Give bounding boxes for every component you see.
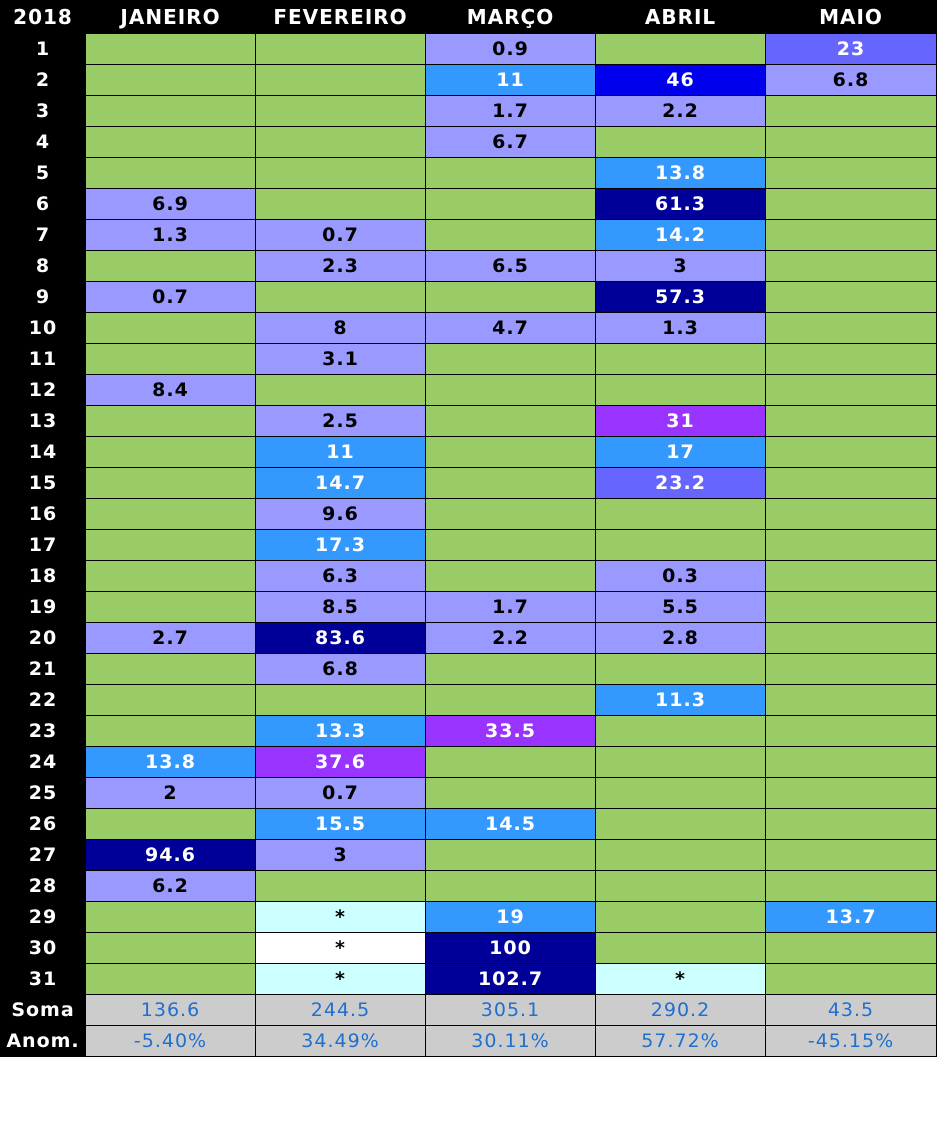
rainfall-cell	[766, 747, 937, 778]
day-row	[1, 747, 937, 778]
rainfall-cell	[256, 685, 426, 716]
day-row	[1, 654, 937, 685]
rainfall-cell: 13.8	[596, 158, 766, 189]
rainfall-cell: 1.3	[596, 313, 766, 344]
rainfall-cell	[596, 778, 766, 809]
sum-row	[1, 995, 937, 1026]
rainfall-cell	[596, 871, 766, 902]
header-row	[1, 1, 937, 34]
day-number: 6	[1, 189, 86, 220]
month-header-abril: ABRIL	[596, 1, 766, 34]
rainfall-cell	[256, 871, 426, 902]
rainfall-cell	[596, 530, 766, 561]
rainfall-cell	[426, 747, 596, 778]
sum-label: Soma	[1, 995, 86, 1026]
sum-value: 136.6	[86, 995, 256, 1026]
month-header-marco: MARÇO	[426, 1, 596, 34]
rainfall-cell: 2.5	[256, 406, 426, 437]
day-row	[1, 282, 937, 313]
rainfall-cell: 0.7	[256, 220, 426, 251]
day-row	[1, 964, 937, 995]
rainfall-cell: 0.7	[86, 282, 256, 313]
rainfall-cell	[766, 313, 937, 344]
rainfall-cell: 11	[256, 437, 426, 468]
day-row	[1, 437, 937, 468]
day-row	[1, 623, 937, 654]
rainfall-cell: 9.6	[256, 499, 426, 530]
rainfall-cell	[86, 561, 256, 592]
rainfall-cell: 11.3	[596, 685, 766, 716]
day-row	[1, 375, 937, 406]
day-number: 22	[1, 685, 86, 716]
day-row	[1, 344, 937, 375]
day-number: 23	[1, 716, 86, 747]
day-row	[1, 840, 937, 871]
day-row	[1, 96, 937, 127]
rainfall-cell	[596, 127, 766, 158]
rainfall-cell	[766, 840, 937, 871]
rainfall-cell: 14.2	[596, 220, 766, 251]
sum-value: 43.5	[766, 995, 937, 1026]
rainfall-cell: 2.2	[596, 96, 766, 127]
rainfall-cell	[426, 778, 596, 809]
day-row	[1, 313, 937, 344]
day-row	[1, 220, 937, 251]
rainfall-cell	[256, 189, 426, 220]
rainfall-cell	[426, 282, 596, 313]
rainfall-cell	[766, 158, 937, 189]
rainfall-cell: 15.5	[256, 809, 426, 840]
rainfall-cell	[86, 251, 256, 282]
day-number: 2	[1, 65, 86, 96]
rainfall-cell: 37.6	[256, 747, 426, 778]
rainfall-cell	[596, 747, 766, 778]
day-row	[1, 561, 937, 592]
rainfall-cell: 23.2	[596, 468, 766, 499]
day-number: 19	[1, 592, 86, 623]
rainfall-cell	[86, 933, 256, 964]
rainfall-cell	[596, 499, 766, 530]
rainfall-cell	[596, 933, 766, 964]
rainfall-cell	[426, 530, 596, 561]
rainfall-cell	[766, 685, 937, 716]
rainfall-cell	[766, 437, 937, 468]
rainfall-cell	[596, 375, 766, 406]
day-number: 18	[1, 561, 86, 592]
day-row	[1, 530, 937, 561]
day-number: 28	[1, 871, 86, 902]
rainfall-cell: 8.4	[86, 375, 256, 406]
table-header	[1, 1, 937, 34]
rainfall-cell	[426, 406, 596, 437]
day-row	[1, 778, 937, 809]
rainfall-cell: 11	[426, 65, 596, 96]
rainfall-cell	[596, 840, 766, 871]
rainfall-cell	[86, 685, 256, 716]
rainfall-cell: 14.5	[426, 809, 596, 840]
rainfall-cell	[766, 406, 937, 437]
anomaly-value: 34.49%	[256, 1026, 426, 1057]
day-number: 7	[1, 220, 86, 251]
anomaly-value: 30.11%	[426, 1026, 596, 1057]
rainfall-cell	[766, 964, 937, 995]
rainfall-cell: 1.7	[426, 592, 596, 623]
day-row	[1, 871, 937, 902]
rainfall-cell	[256, 158, 426, 189]
day-row	[1, 127, 937, 158]
day-row	[1, 685, 937, 716]
rainfall-cell: 83.6	[256, 623, 426, 654]
rainfall-cell: 2.3	[256, 251, 426, 282]
rainfall-cell	[86, 902, 256, 933]
rainfall-cell	[256, 34, 426, 65]
rainfall-cell	[766, 561, 937, 592]
rainfall-cell	[86, 809, 256, 840]
table-footer	[1, 995, 937, 1057]
rainfall-cell	[256, 282, 426, 313]
rainfall-cell	[86, 34, 256, 65]
day-number: 3	[1, 96, 86, 127]
day-number: 15	[1, 468, 86, 499]
rainfall-cell	[766, 778, 937, 809]
day-number: 8	[1, 251, 86, 282]
rainfall-cell: 6.8	[256, 654, 426, 685]
rainfall-cell	[596, 809, 766, 840]
rainfall-cell	[766, 282, 937, 313]
rainfall-cell	[86, 406, 256, 437]
rainfall-cell	[766, 375, 937, 406]
day-row	[1, 592, 937, 623]
day-number: 20	[1, 623, 86, 654]
rainfall-cell: 31	[596, 406, 766, 437]
rainfall-cell	[86, 716, 256, 747]
rainfall-cell	[86, 592, 256, 623]
day-row	[1, 189, 937, 220]
anomaly-row	[1, 1026, 937, 1057]
rainfall-cell	[596, 34, 766, 65]
sum-value: 290.2	[596, 995, 766, 1026]
rainfall-cell: 94.6	[86, 840, 256, 871]
rainfall-cell: 1.7	[426, 96, 596, 127]
rainfall-cell: 8	[256, 313, 426, 344]
rainfall-cell: 23	[766, 34, 937, 65]
rainfall-cell	[86, 127, 256, 158]
day-number: 25	[1, 778, 86, 809]
rainfall-cell	[426, 344, 596, 375]
rainfall-cell: 2	[86, 778, 256, 809]
rainfall-cell: 6.8	[766, 65, 937, 96]
rainfall-cell	[596, 344, 766, 375]
day-number: 14	[1, 437, 86, 468]
day-number: 21	[1, 654, 86, 685]
rainfall-cell	[86, 437, 256, 468]
day-number: 17	[1, 530, 86, 561]
rainfall-cell	[86, 344, 256, 375]
rainfall-cell: 19	[426, 902, 596, 933]
rainfall-cell: 46	[596, 65, 766, 96]
rainfall-cell: 33.5	[426, 716, 596, 747]
day-number: 27	[1, 840, 86, 871]
rainfall-cell	[766, 933, 937, 964]
anomaly-value: -45.15%	[766, 1026, 937, 1057]
day-number: 16	[1, 499, 86, 530]
day-number: 4	[1, 127, 86, 158]
day-row	[1, 499, 937, 530]
rainfall-cell: 2.2	[426, 623, 596, 654]
day-row	[1, 902, 937, 933]
rainfall-cell: 1.3	[86, 220, 256, 251]
rainfall-cell	[766, 592, 937, 623]
rainfall-cell: *	[256, 933, 426, 964]
rainfall-cell: 6.3	[256, 561, 426, 592]
rainfall-cell	[86, 65, 256, 96]
day-number: 31	[1, 964, 86, 995]
rainfall-cell	[426, 158, 596, 189]
day-number: 26	[1, 809, 86, 840]
rainfall-cell: *	[596, 964, 766, 995]
rainfall-cell: 5.5	[596, 592, 766, 623]
day-number: 5	[1, 158, 86, 189]
rainfall-cell	[86, 499, 256, 530]
rainfall-cell	[426, 220, 596, 251]
rainfall-cell	[86, 313, 256, 344]
rainfall-cell	[86, 468, 256, 499]
anomaly-label: Anom.	[1, 1026, 86, 1057]
rainfall-cell	[426, 468, 596, 499]
rainfall-cell: 14.7	[256, 468, 426, 499]
rainfall-cell	[596, 902, 766, 933]
rainfall-cell	[256, 127, 426, 158]
month-header-janeiro: JANEIRO	[86, 1, 256, 34]
rainfall-cell	[766, 127, 937, 158]
rainfall-cell	[426, 654, 596, 685]
day-row	[1, 65, 937, 96]
rainfall-cell	[86, 158, 256, 189]
rainfall-cell	[766, 499, 937, 530]
rainfall-cell: 61.3	[596, 189, 766, 220]
day-number: 9	[1, 282, 86, 313]
rainfall-cell	[86, 964, 256, 995]
rainfall-cell: 4.7	[426, 313, 596, 344]
rainfall-cell	[596, 716, 766, 747]
rainfall-cell	[766, 530, 937, 561]
rainfall-cell: 13.8	[86, 747, 256, 778]
day-row	[1, 809, 937, 840]
rainfall-cell	[86, 654, 256, 685]
rainfall-cell	[86, 530, 256, 561]
day-row	[1, 716, 937, 747]
day-row	[1, 933, 937, 964]
rainfall-cell: 13.3	[256, 716, 426, 747]
rainfall-cell: 57.3	[596, 282, 766, 313]
sum-value: 244.5	[256, 995, 426, 1026]
rainfall-cell	[766, 251, 937, 282]
rainfall-cell: *	[256, 964, 426, 995]
day-row	[1, 34, 937, 65]
month-header-maio: MAIO	[766, 1, 937, 34]
day-number: 24	[1, 747, 86, 778]
rainfall-cell	[86, 96, 256, 127]
rainfall-cell	[426, 840, 596, 871]
rainfall-cell: 6.7	[426, 127, 596, 158]
rainfall-cell	[426, 561, 596, 592]
rainfall-cell	[426, 437, 596, 468]
rainfall-cell: 0.3	[596, 561, 766, 592]
day-number: 30	[1, 933, 86, 964]
rainfall-cell	[426, 499, 596, 530]
rainfall-cell: 3	[596, 251, 766, 282]
day-number: 12	[1, 375, 86, 406]
rainfall-cell	[426, 685, 596, 716]
rainfall-cell: 6.9	[86, 189, 256, 220]
rainfall-cell: 17.3	[256, 530, 426, 561]
rainfall-cell	[766, 344, 937, 375]
rainfall-cell	[256, 375, 426, 406]
rainfall-cell	[596, 654, 766, 685]
day-number: 13	[1, 406, 86, 437]
rainfall-cell: 2.8	[596, 623, 766, 654]
day-row	[1, 468, 937, 499]
rainfall-cell: 3	[256, 840, 426, 871]
day-row	[1, 158, 937, 189]
year-header: 2018	[1, 1, 86, 34]
day-row	[1, 251, 937, 282]
rainfall-cell	[766, 623, 937, 654]
day-row	[1, 406, 937, 437]
rainfall-cell	[256, 96, 426, 127]
rainfall-cell	[426, 189, 596, 220]
rainfall-cell: 2.7	[86, 623, 256, 654]
day-rows	[1, 34, 937, 995]
rainfall-cell: 6.2	[86, 871, 256, 902]
sum-value: 305.1	[426, 995, 596, 1026]
rainfall-cell: 0.7	[256, 778, 426, 809]
rainfall-cell: 102.7	[426, 964, 596, 995]
day-number: 29	[1, 902, 86, 933]
rainfall-cell: 17	[596, 437, 766, 468]
day-number: 10	[1, 313, 86, 344]
anomaly-value: 57.72%	[596, 1026, 766, 1057]
rainfall-cell	[766, 716, 937, 747]
rainfall-cell: *	[256, 902, 426, 933]
rainfall-cell	[766, 468, 937, 499]
anomaly-value: -5.40%	[86, 1026, 256, 1057]
rainfall-cell	[426, 871, 596, 902]
day-number: 1	[1, 34, 86, 65]
rainfall-cell: 8.5	[256, 592, 426, 623]
rainfall-cell	[256, 65, 426, 96]
rainfall-cell	[426, 375, 596, 406]
rainfall-cell	[766, 96, 937, 127]
day-number: 11	[1, 344, 86, 375]
rainfall-cell	[766, 871, 937, 902]
rainfall-cell: 6.5	[426, 251, 596, 282]
rainfall-cell	[766, 809, 937, 840]
rainfall-cell: 100	[426, 933, 596, 964]
rainfall-cell: 3.1	[256, 344, 426, 375]
rainfall-cell: 0.9	[426, 34, 596, 65]
rainfall-cell	[766, 220, 937, 251]
rainfall-cell	[766, 654, 937, 685]
rainfall-cell: 13.7	[766, 902, 937, 933]
rainfall-cell	[766, 189, 937, 220]
month-header-fevereiro: FEVEREIRO	[256, 1, 426, 34]
